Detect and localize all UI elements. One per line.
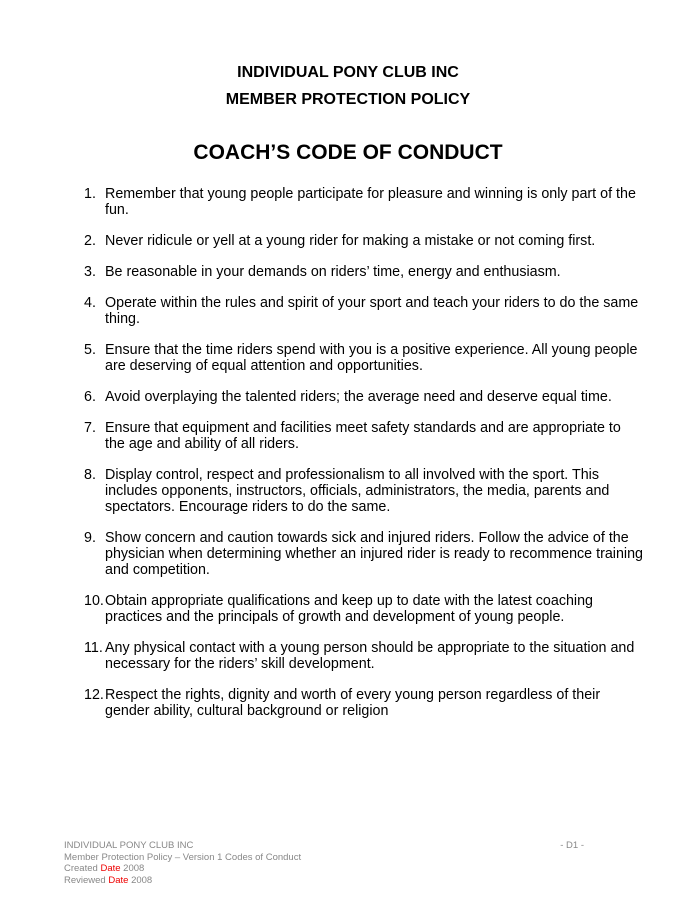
item-text: Operate within the rules and spirit of your sport and teach your riders to do the same thing.	[105, 295, 639, 327]
item-text: Be reasonable in your demands on riders’ time, energy and enthusiasm.	[105, 264, 561, 280]
item-number: 6.	[84, 389, 96, 405]
list-item	[84, 342, 644, 374]
list-item	[84, 295, 644, 327]
list-item	[84, 233, 644, 249]
list-item	[84, 640, 644, 672]
item-text: Show concern and caution towards sick and injured riders. Follow the advice of the physician when determining whether an injured rider is ready to recommence training and competition.	[105, 530, 643, 578]
item-text: Any physical contact with a young person should be appropriate to the situation and necessary for the riders’ skill development.	[105, 640, 635, 672]
footer-created: Created Date 2008	[64, 863, 145, 874]
item-text: Obtain appropriate qualifications and keep up to date with the latest coaching practices and the principals of growth and development of young people.	[105, 593, 594, 625]
list-item	[84, 467, 644, 515]
item-text: Avoid overplaying the talented riders; the average need and deserve equal time.	[105, 389, 612, 405]
footer	[64, 840, 584, 886]
item-number: 1.	[84, 186, 96, 202]
list-item	[84, 264, 644, 280]
item-number: 9.	[84, 530, 96, 546]
item-number: 5.	[84, 342, 96, 358]
list-item	[84, 389, 644, 405]
item-text: Ensure that the time riders spend with you is a positive experience. All young people are deserving of equal attention and opportunities.	[105, 342, 638, 374]
page-number: - D1 -	[560, 840, 584, 851]
item-text: Respect the rights, dignity and worth of every young person regardless of their gender ability, cultural background or religion	[105, 687, 601, 719]
list-item	[84, 530, 644, 578]
org-heading: INDIVIDUAL PONY CLUB INC	[237, 64, 459, 81]
item-number: 4.	[84, 295, 96, 311]
list-item	[84, 687, 644, 719]
item-number: 11.	[84, 640, 103, 656]
list-item	[84, 593, 644, 625]
list-item	[84, 186, 644, 218]
item-text: Never ridicule or yell at a young rider for making a mistake or not coming first.	[105, 233, 596, 249]
item-number: 3.	[84, 264, 96, 280]
footer-org: INDIVIDUAL PONY CLUB INC	[64, 840, 194, 851]
policy-heading: MEMBER PROTECTION POLICY	[225, 91, 471, 108]
item-number: 2.	[84, 233, 96, 249]
conduct-list	[84, 186, 644, 734]
item-number: 12.	[84, 687, 104, 703]
list-item	[84, 420, 644, 452]
item-number: 8.	[84, 467, 96, 483]
item-text: Remember that young people participate for pleasure and winning is only part of the fun.	[105, 186, 636, 218]
item-number: 7.	[84, 420, 96, 436]
item-text: Display control, respect and professionalism to all involved with the sport. This includes opponents, instructors, officials, administrators, the media, parents and spectators. Encourage riders to do the same.	[105, 467, 610, 515]
item-number: 10.	[84, 593, 104, 609]
footer-doc: Member Protection Policy – Version 1 Codes of Conduct	[64, 851, 302, 863]
item-text: Ensure that equipment and facilities meet safety standards and are appropriate to the age and ability of all riders.	[105, 420, 621, 452]
page-title: COACH’S CODE OF CONDUCT	[193, 141, 503, 164]
footer-reviewed: Reviewed Date 2008	[64, 874, 153, 886]
